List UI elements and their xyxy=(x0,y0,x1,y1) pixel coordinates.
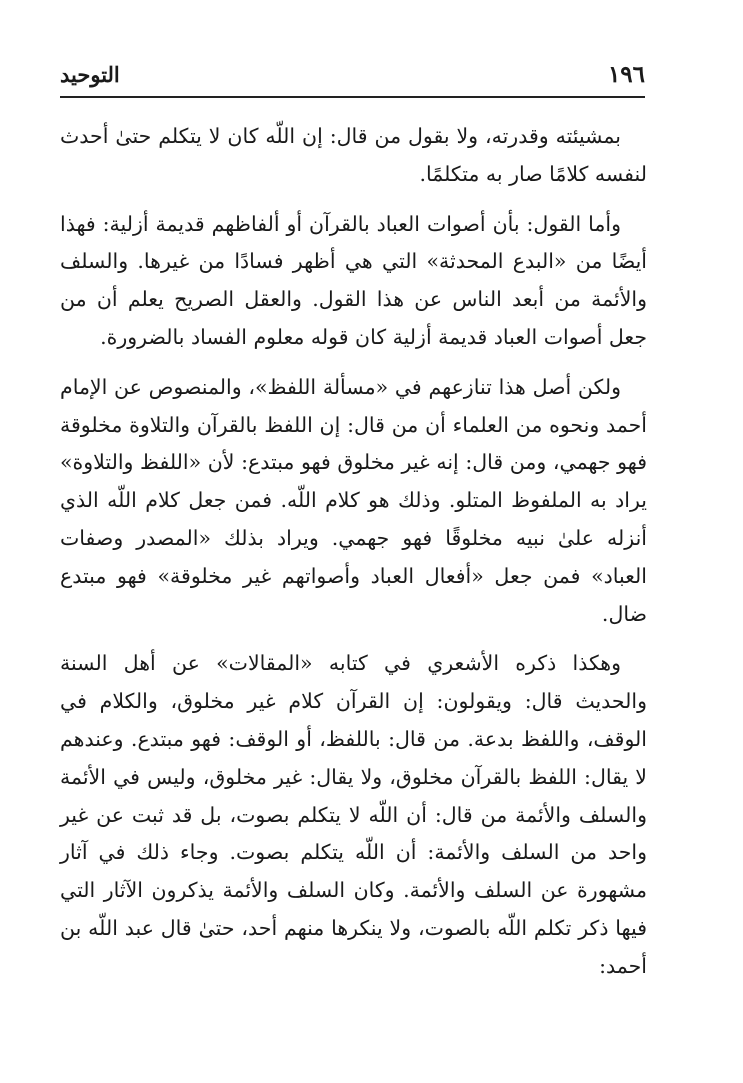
paragraph-1: بمشيئته وقدرته، ولا بقول من قال: إن اللّه كان لا يتكلم حتىٰ أحدث لنفسه كلامًا صار به متكلمًا. xyxy=(60,124,647,186)
running-title: التوحيد xyxy=(60,62,120,87)
paragraph-4: وهكذا ذكره الأشعري في كتابه «المقالات» عن أهل السنة والحديث قال: ويقولون: إن القرآن كلام غير مخلوق، والكلام في الوقف، واللفظ بدعة. من قال: باللفظ، أو الوقف: فهو مبتدع. وعندهم لا يقال: اللفظ بالقرآن مخلوق، ولا يقال: غير مخلوق، وليس في الأئمة والسلف والأئمة من قال: أن اللّه لا يتكلم بصوت، بل قد ثبت عن غير واحد من السلف والأئمة: أن اللّه يتكلم بصوت. وجاء ذلك في آثار مشهورة عن السلف والأئمة. وكان السلف والأئمة يذكرون الآثار التي فيها ذكر تكلم اللّه بالصوت، ولا ينكرها منهم أحد، حتىٰ قال عبد اللّه بن أحمد: xyxy=(60,651,647,978)
header-rule xyxy=(60,96,645,98)
paragraph-3: ولكن أصل هذا تنازعهم في «مسألة اللفظ»، والمنصوص عن الإمام أحمد ونحوه من العلماء أن من قال: إن اللفظ بالقرآن والتلاوة مخلوقة فهو جهمي، ومن قال: إنه غير مخلوق فهو مبتدع: لأن «اللفظ والتلاوة» يراد به الملفوظ المتلو. وذلك هو كلام اللّه. فمن جعل كلام اللّه الذي أنزله علىٰ نبيه مخلوقًا فهو جهمي. ويراد بذلك «المصدر وصفات العباد» فمن جعل «أفعال العباد وأصواتهم غير مخلوقة» فهو مبتدع ضال. xyxy=(60,374,647,626)
body-text xyxy=(60,118,647,998)
page-number: ١٩٦ xyxy=(607,61,645,88)
paragraph-2: وأما القول: بأن أصوات العباد بالقرآن أو ألفاظهم قديمة أزلية: فهذا أيضًا من «البدع المحدثة» التي هي أظهر فسادًا من غيرها. والسلف والأئمة من أبعد الناس عن هذا القول. والعقل الصريح يعلم أن من جعل أصوات العباد قديمة أزلية كان قوله معلوم الفساد بالضرورة. xyxy=(60,211,647,349)
page-header xyxy=(60,58,645,94)
